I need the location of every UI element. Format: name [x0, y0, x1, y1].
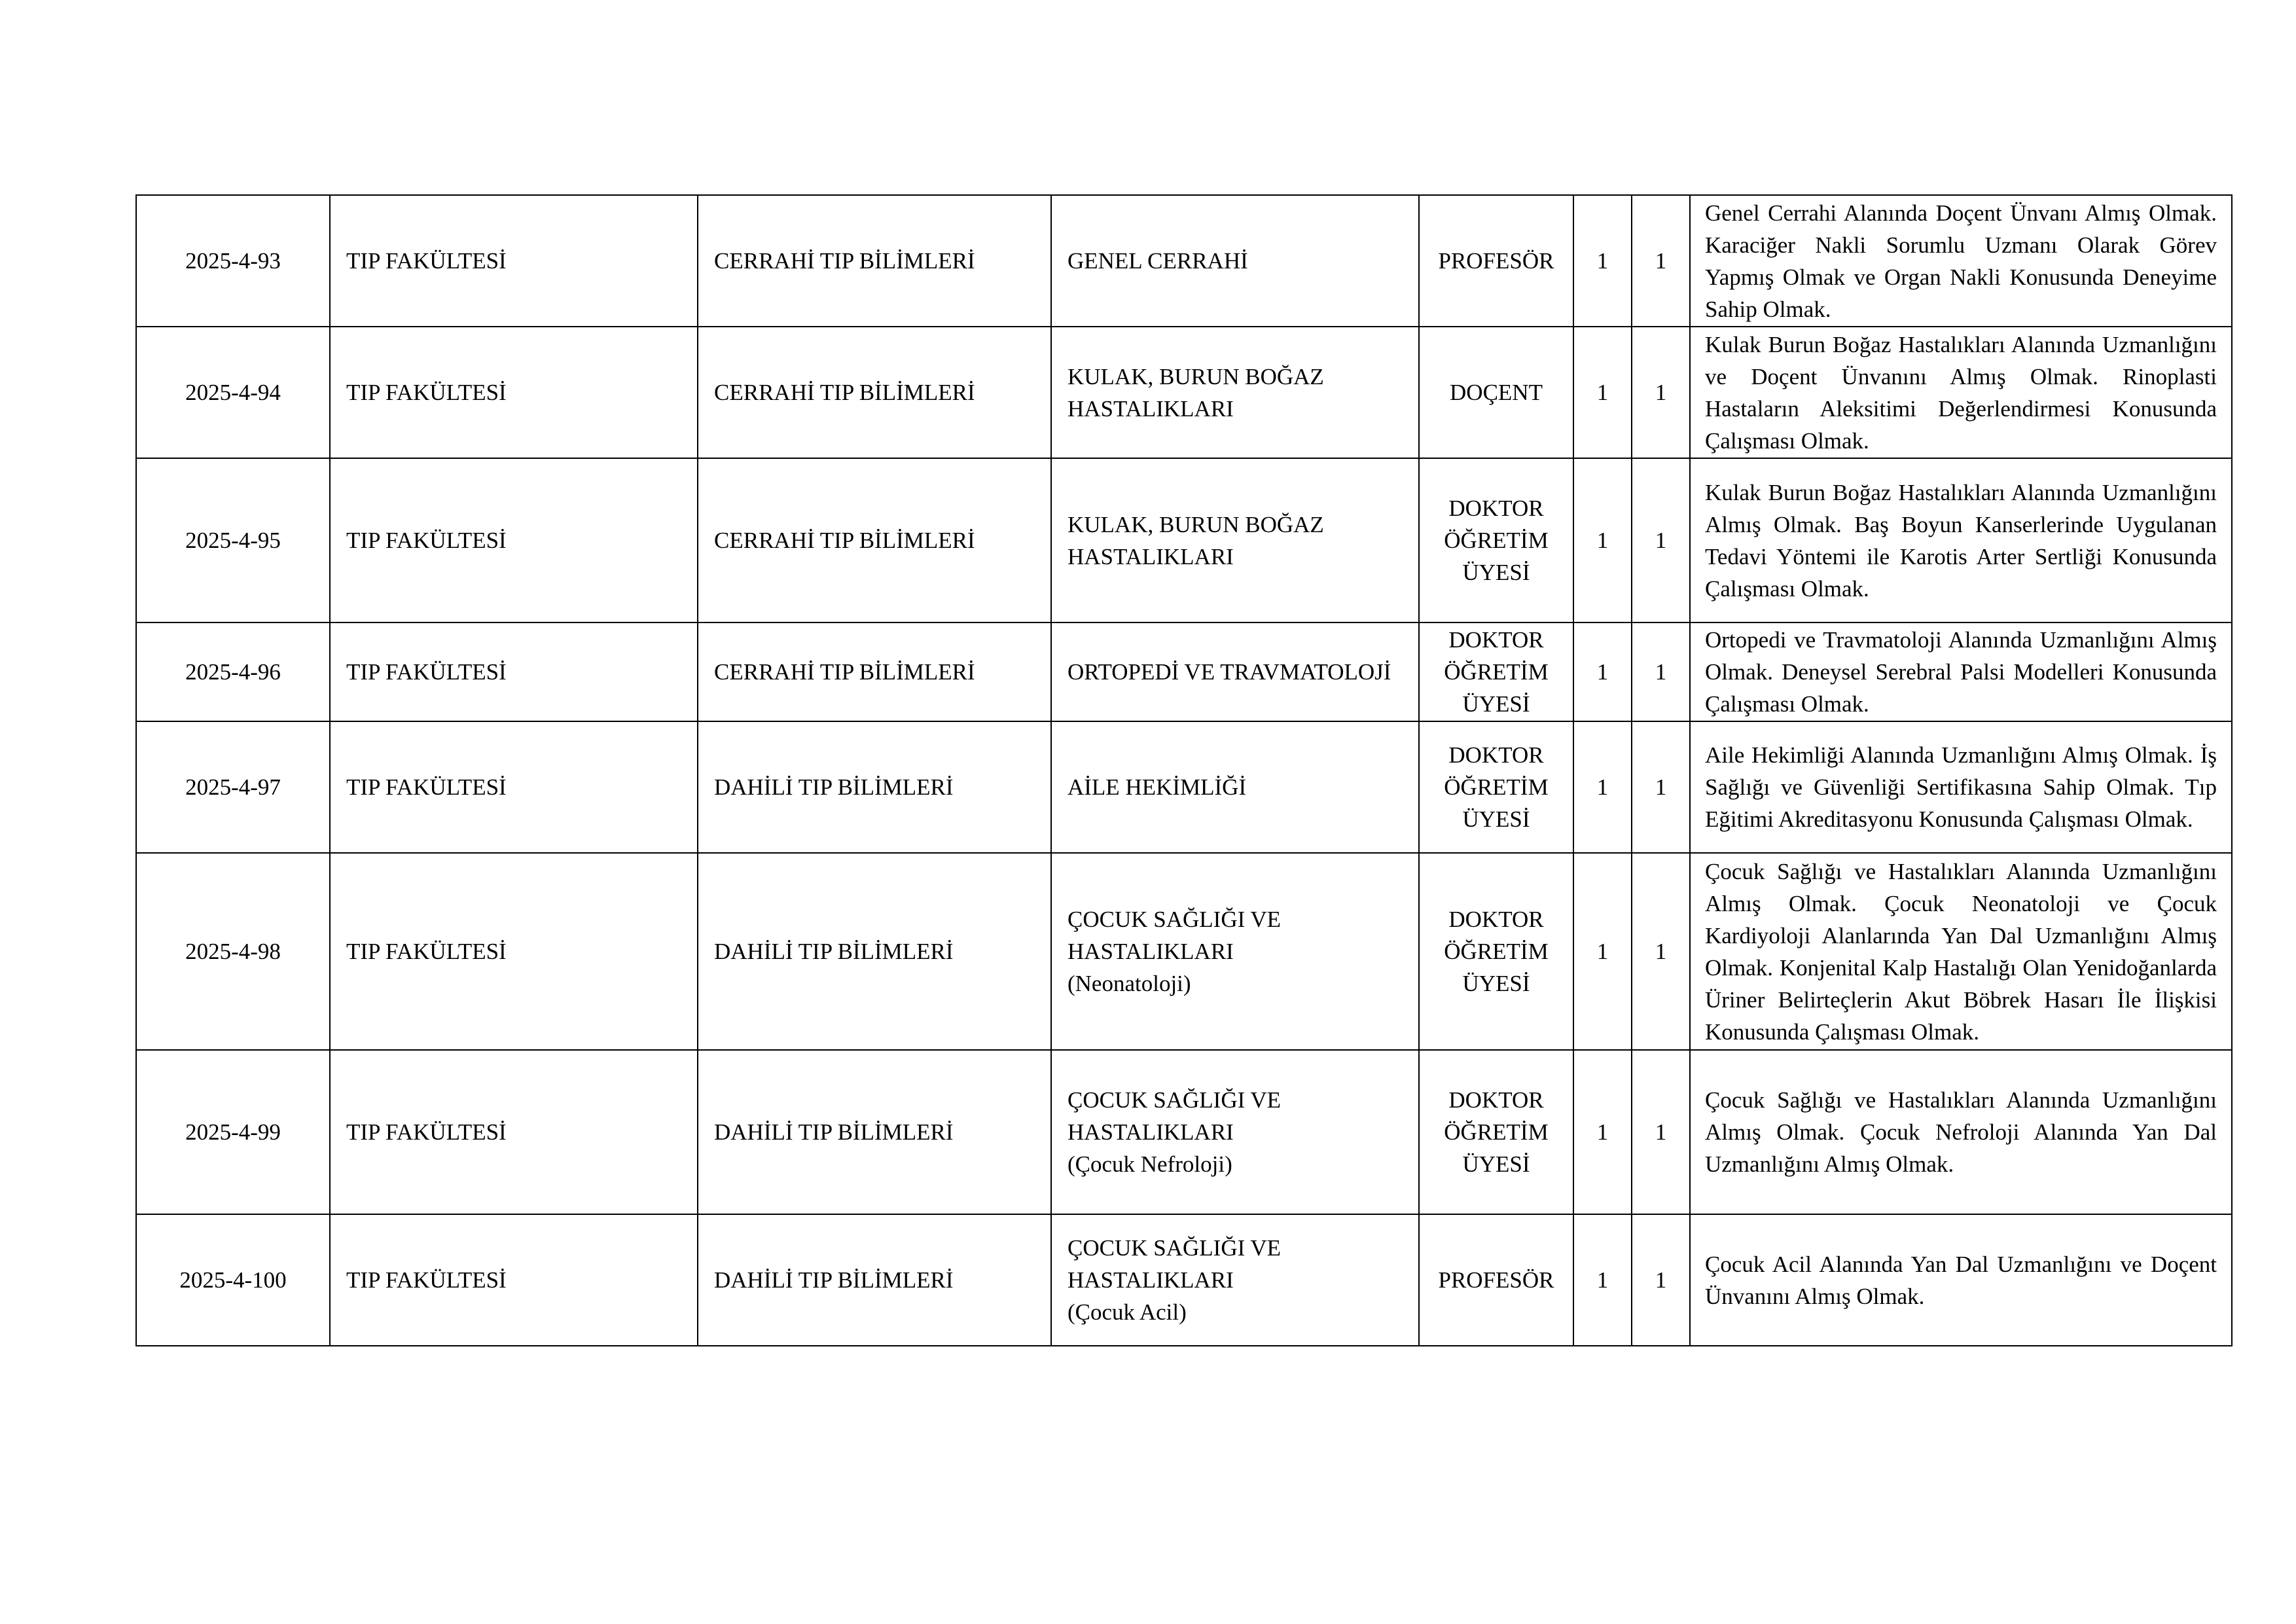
count-one: 1	[1573, 327, 1632, 458]
subdivision-name: GENEL CERRAHİ	[1067, 248, 1248, 274]
faculty-name: TIP FAKÜLTESİ	[330, 1050, 698, 1214]
academic-title: DOÇENT	[1419, 327, 1573, 458]
subdivision-cell	[1051, 721, 1419, 853]
academic-title: DOKTOR ÖĞRETİM ÜYESİ	[1419, 853, 1573, 1050]
requirement-text: Kulak Burun Boğaz Hastalıkları Alanında Uzmanlığını Almış Olmak. Baş Boyun Kanserlerinde Uygulanan Tedavi Yöntemi ile Karotis Arter Sertliği Konusunda Çalışması Olmak.	[1690, 458, 2232, 623]
academic-title: DOKTOR ÖĞRETİM ÜYESİ	[1419, 1050, 1573, 1214]
academic-title: PROFESÖR	[1419, 195, 1573, 327]
subdivision-name: KULAK, BURUN BOĞAZ HASTALIKLARI	[1067, 511, 1324, 569]
department-name: DAHİLİ TIP BİLİMLERİ	[698, 721, 1051, 853]
position-code: 2025-4-99	[136, 1050, 330, 1214]
subdivision-name: KULAK, BURUN BOĞAZ HASTALIKLARI	[1067, 363, 1324, 422]
count-one: 1	[1573, 721, 1632, 853]
subdivision-cell	[1051, 458, 1419, 623]
count-two: 1	[1632, 1214, 1690, 1346]
faculty-name: TIP FAKÜLTESİ	[330, 1214, 698, 1346]
faculty-name: TIP FAKÜLTESİ	[330, 853, 698, 1050]
count-one: 1	[1573, 195, 1632, 327]
count-two: 1	[1632, 195, 1690, 327]
requirement-text: Kulak Burun Boğaz Hastalıkları Alanında Uzmanlığını ve Doçent Ünvanını Almış Olmak. Rinoplasti Hastaların Aleksitimi Değerlendirmesi Konusunda Çalışması Olmak.	[1690, 327, 2232, 458]
count-one: 1	[1573, 1050, 1632, 1214]
subdivision-name: ÇOCUK SAĞLIĞI VE HASTALIKLARI	[1067, 907, 1282, 964]
requirement-text: Çocuk Sağlığı ve Hastalıkları Alanında Uzmanlığını Almış Olmak. Çocuk Nefroloji Alanında Yan Dal Uzmanlığını Almış Olmak.	[1690, 1050, 2232, 1214]
table-row	[136, 458, 2232, 623]
position-code: 2025-4-94	[136, 327, 330, 458]
subdivision-cell	[1051, 195, 1419, 327]
subdivision-name: ÇOCUK SAĞLIĞI VE HASTALIKLARI	[1067, 1235, 1282, 1293]
academic-title: DOKTOR ÖĞRETİM ÜYESİ	[1419, 458, 1573, 623]
subdivision-note: (Neonatoloji)	[1067, 971, 1191, 996]
position-code: 2025-4-100	[136, 1214, 330, 1346]
department-name: CERRAHİ TIP BİLİMLERİ	[698, 623, 1051, 721]
department-name: DAHİLİ TIP BİLİMLERİ	[698, 1050, 1051, 1214]
academic-title: PROFESÖR	[1419, 1214, 1573, 1346]
count-one: 1	[1573, 458, 1632, 623]
subdivision-cell	[1051, 623, 1419, 721]
table-row	[136, 623, 2232, 721]
requirement-text: Çocuk Sağlığı ve Hastalıkları Alanında Uzmanlığını Almış Olmak. Çocuk Neonatoloji ve Çocuk Kardiyoloji Alanlarında Yan Dal Uzmanlığını Almış Olmak. Konjenital Kalp Hastalığı Olan Yenidoğanlarda Üriner Belirteçlerin Akut Böbrek Hasarı İle İlişkisi Konusunda Çalışması Olmak.	[1690, 853, 2232, 1050]
count-one: 1	[1573, 1214, 1632, 1346]
department-name: CERRAHİ TIP BİLİMLERİ	[698, 327, 1051, 458]
count-two: 1	[1632, 623, 1690, 721]
faculty-name: TIP FAKÜLTESİ	[330, 195, 698, 327]
faculty-name: TIP FAKÜLTESİ	[330, 623, 698, 721]
requirement-text: Ortopedi ve Travmatoloji Alanında Uzmanlığını Almış Olmak. Deneysel Serebral Palsi Modelleri Konusunda Çalışması Olmak.	[1690, 623, 2232, 721]
position-code: 2025-4-93	[136, 195, 330, 327]
faculty-name: TIP FAKÜLTESİ	[330, 458, 698, 623]
count-one: 1	[1573, 853, 1632, 1050]
faculty-name: TIP FAKÜLTESİ	[330, 327, 698, 458]
requirement-text: Aile Hekimliği Alanında Uzmanlığını Almış Olmak. İş Sağlığı ve Güvenliği Sertifikasına Sahip Olmak. Tıp Eğitimi Akreditasyonu Konusunda Çalışması Olmak.	[1690, 721, 2232, 853]
position-code: 2025-4-97	[136, 721, 330, 853]
subdivision-cell	[1051, 327, 1419, 458]
subdivision-name: ÇOCUK SAĞLIĞI VE HASTALIKLARI	[1067, 1087, 1282, 1145]
table-row	[136, 721, 2232, 853]
count-two: 1	[1632, 1050, 1690, 1214]
subdivision-name: AİLE HEKİMLİĞİ	[1067, 774, 1247, 800]
subdivision-cell	[1051, 853, 1419, 1050]
department-name: DAHİLİ TIP BİLİMLERİ	[698, 853, 1051, 1050]
table-row	[136, 853, 2232, 1050]
count-one: 1	[1573, 623, 1632, 721]
requirement-text: Genel Cerrahi Alanında Doçent Ünvanı Almış Olmak. Karaciğer Nakli Sorumlu Uzmanı Olarak Görev Yapmış Olmak ve Organ Nakli Konusunda Deneyime Sahip Olmak.	[1690, 195, 2232, 327]
count-two: 1	[1632, 853, 1690, 1050]
subdivision-cell	[1051, 1214, 1419, 1346]
requirement-text: Çocuk Acil Alanında Yan Dal Uzmanlığını ve Doçent Ünvanını Almış Olmak.	[1690, 1214, 2232, 1346]
subdivision-name: ORTOPEDİ VE TRAVMATOLOJİ	[1067, 659, 1391, 685]
count-two: 1	[1632, 721, 1690, 853]
table-row	[136, 195, 2232, 327]
position-code: 2025-4-96	[136, 623, 330, 721]
position-code: 2025-4-98	[136, 853, 330, 1050]
table-row	[136, 1214, 2232, 1346]
count-two: 1	[1632, 327, 1690, 458]
table-row	[136, 327, 2232, 458]
table-row	[136, 1050, 2232, 1214]
academic-title: DOKTOR ÖĞRETİM ÜYESİ	[1419, 721, 1573, 853]
subdivision-note: (Çocuk Nefroloji)	[1067, 1151, 1232, 1177]
positions-table	[135, 194, 2233, 1346]
department-name: CERRAHİ TIP BİLİMLERİ	[698, 195, 1051, 327]
count-two: 1	[1632, 458, 1690, 623]
department-name: CERRAHİ TIP BİLİMLERİ	[698, 458, 1051, 623]
academic-title: DOKTOR ÖĞRETİM ÜYESİ	[1419, 623, 1573, 721]
department-name: DAHİLİ TIP BİLİMLERİ	[698, 1214, 1051, 1346]
subdivision-note: (Çocuk Acil)	[1067, 1299, 1187, 1325]
faculty-name: TIP FAKÜLTESİ	[330, 721, 698, 853]
position-code: 2025-4-95	[136, 458, 330, 623]
subdivision-cell	[1051, 1050, 1419, 1214]
